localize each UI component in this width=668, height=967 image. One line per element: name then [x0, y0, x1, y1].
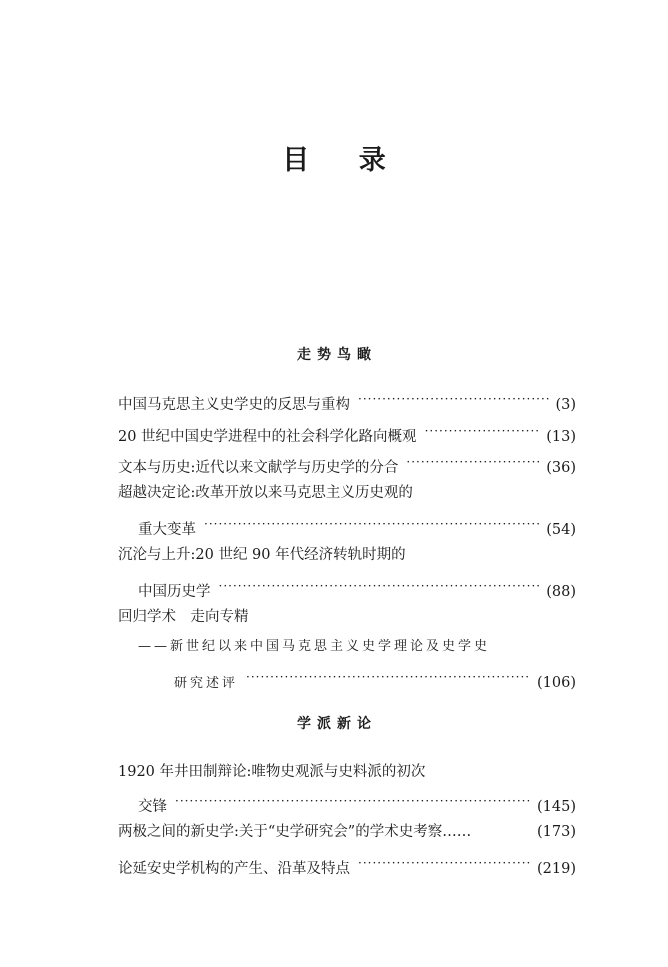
toc-entry-page: (13) [546, 429, 576, 445]
toc-entry-title: 超越决定论:改革开放以来马克思主义历史观的 [118, 485, 413, 501]
toc-entry[interactable] [118, 853, 576, 877]
section-heading: 走势鸟瞰 [297, 347, 377, 363]
toc-entry-title: 重大变革 [138, 522, 196, 538]
toc-entry-page: (3) [555, 397, 576, 413]
toc-entry-subtitle: ——新世纪以来中国马克思主义史学理论及史学史 [138, 639, 491, 654]
toc-entry-title: 1920 年井田制辩论:唯物史观派与史料派的初次 [118, 764, 426, 780]
toc-entry-page: (54) [546, 522, 576, 538]
toc-entry[interactable] [118, 822, 576, 842]
toc-entry[interactable] [118, 421, 576, 445]
toc-entry-title: 交锋 [138, 799, 167, 815]
dot-leader [358, 389, 549, 409]
dot-leader [204, 514, 540, 534]
toc-entry-page: (36) [546, 460, 576, 476]
toc-entry-title: 回归学术 走向专精 [118, 609, 249, 625]
toc-entry-page: (88) [546, 584, 576, 600]
toc-entry-title: 沉沦与上升:20 世纪 90 年代经济转轨时期的 [118, 547, 406, 563]
toc-entry-title: 两极之间的新史学:关于“史学研究会”的学术史考察…… [118, 824, 472, 840]
toc-entry-title: 中国历史学 [138, 584, 211, 600]
toc-entry-continuation[interactable] [138, 514, 576, 538]
toc-entry-continuation[interactable] [138, 576, 576, 600]
page-title: 目 录 [282, 145, 406, 176]
toc-entry[interactable] [118, 545, 576, 565]
dot-leader [358, 853, 531, 873]
toc-entry-title: 中国马克思主义史学史的反思与重构 [118, 397, 350, 413]
section-heading: 学派新论 [297, 716, 377, 732]
dot-leader [406, 452, 540, 472]
toc-entry-title: 论延安史学机构的产生、沿革及特点 [118, 861, 350, 877]
toc-entry-title: 20 世纪中国史学进程中的社会科学化路向概观 [118, 429, 417, 445]
toc-entry[interactable] [118, 483, 576, 503]
toc-entry-continuation[interactable] [174, 667, 576, 691]
toc-entry-page: (219) [537, 861, 576, 877]
toc-entry[interactable] [118, 389, 576, 413]
toc-entry-title: 研究述评 [174, 676, 239, 691]
dot-leader [425, 421, 541, 441]
dot-leader [246, 667, 531, 687]
toc-entry-title: 文本与历史:近代以来文献学与历史学的分合 [118, 460, 399, 476]
toc-entry[interactable] [118, 452, 576, 476]
toc-entry-page: (106) [537, 675, 576, 691]
toc-entry[interactable] [118, 607, 576, 627]
dot-leader [219, 576, 541, 596]
toc-entry-page: (173) [537, 824, 576, 840]
dot-leader [175, 791, 531, 811]
toc-entry[interactable] [118, 762, 576, 782]
toc-entry-page: (145) [537, 799, 576, 815]
toc-entry-continuation[interactable] [138, 791, 576, 815]
